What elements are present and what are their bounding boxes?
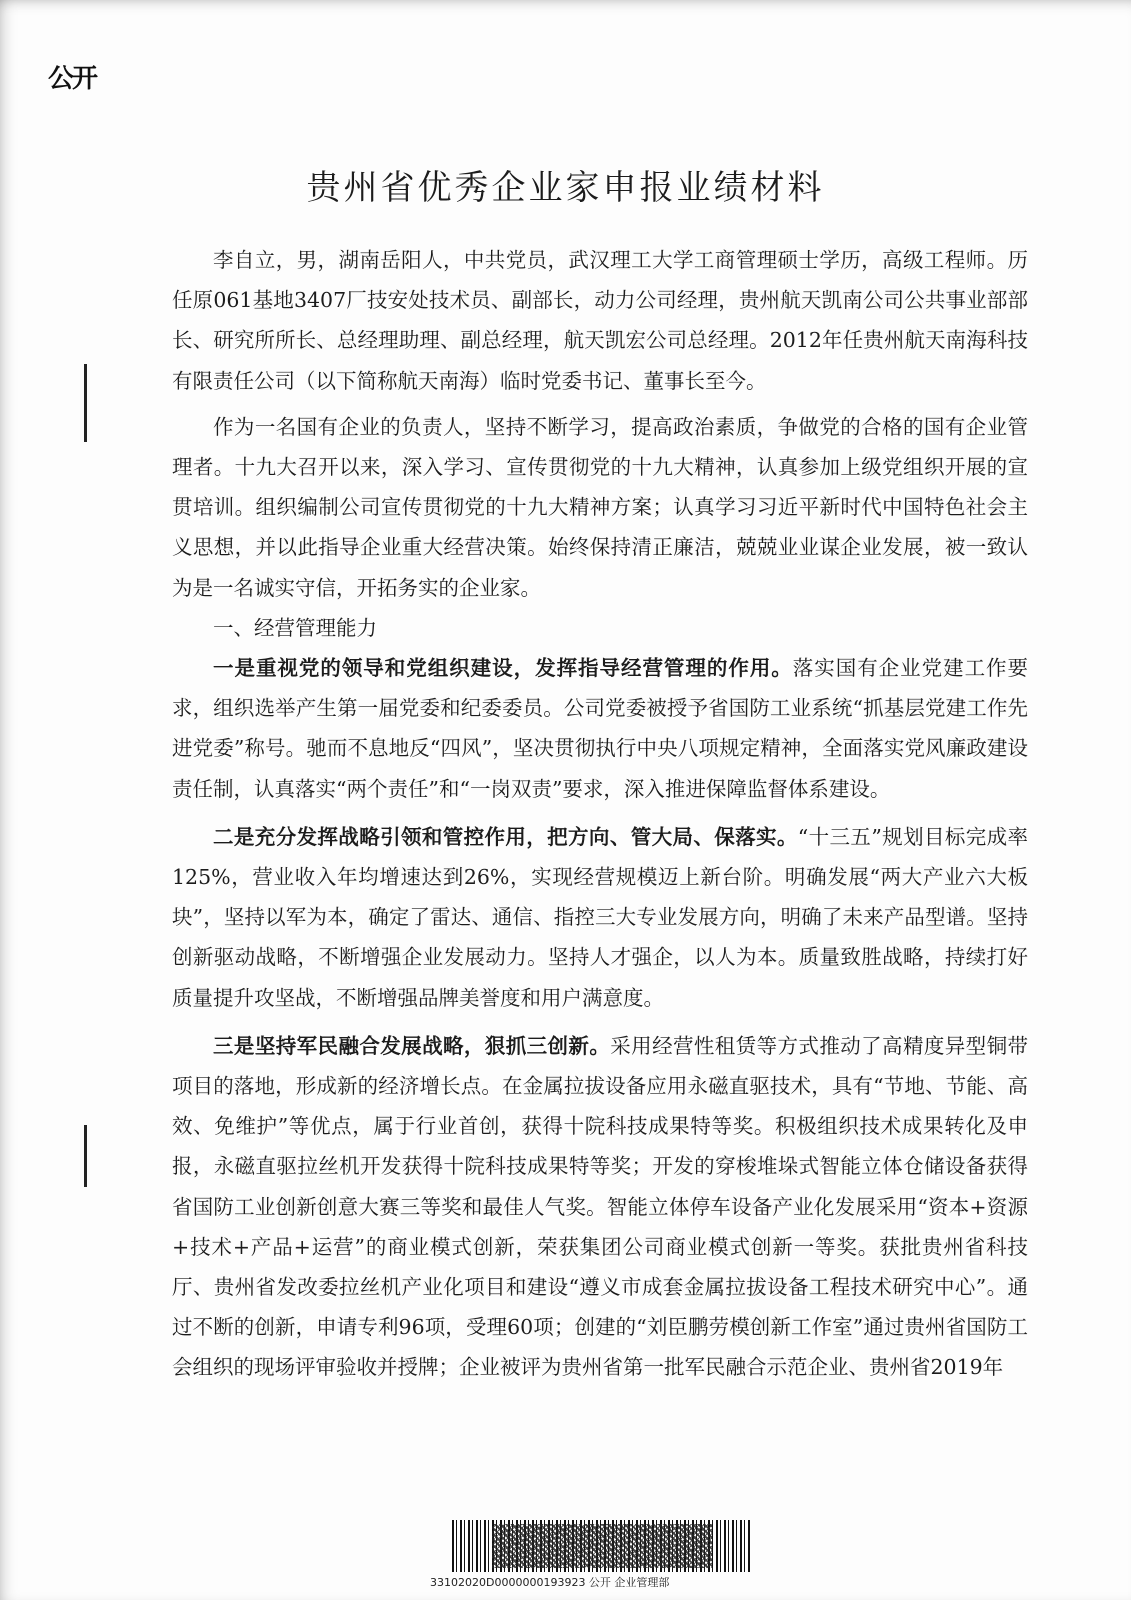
binding-mark-upper [84, 364, 87, 442]
classification-mark: 公开 [48, 64, 97, 94]
section-heading: 一、经营管理能力 [213, 615, 377, 640]
intro-paragraph: 作为一名国有企业的负责人，坚持不断学习，提高政治素质，争做党的合格的国有企业管理者。十九大召开以来，深入学习、宣传贯彻党的十九大精神，认真参加上级党组织开展的宣贯培训。组织编制公司宣传贯彻党的十九大精神方案；认真学习习近平新时代中国特色社会主义思想，并以此指导企业重大经营决策。始终保持清正廉洁，兢兢业业谋企业发展，被一致认为是一名诚实守信，开拓务实的企业家。 [172, 414, 1028, 600]
barcode-caption: 33102020D0000000193923 公开 企业管理部 [430, 1576, 670, 1589]
point-3-paragraph [172, 1026, 1028, 1388]
point-3-lead: 三是坚持军民融合发展战略，狠抓三创新。 [213, 1033, 611, 1058]
bio-paragraph: 李自立，男，湖南岳阳人，中共党员，武汉理工大学工商管理硕士学历，高级工程师。历任原061基地3407厂技安处技术员、副部长，动力公司经理，贵州航天凯南公司公共事业部部长、研究所所长、总经理助理、副总经理，航天凯宏公司总经理。2012年任贵州航天南海科技有限责任公司（以下简称航天南海）临时党委书记、董事长至今。 [172, 248, 1028, 393]
point-1-lead: 一是重视党的领导和党组织建设，发挥指导经营管理的作用。 [213, 656, 793, 681]
binding-mark-lower [84, 1125, 87, 1187]
document-title: 贵州省优秀企业家申报业绩材料 [306, 168, 825, 208]
barcode-image [452, 1520, 750, 1572]
barcode-stamp [430, 1520, 750, 1592]
point-2-lead: 二是充分发挥战略引领和管控作用，把方向、管大局、保落实。 [213, 824, 798, 849]
document-body [172, 240, 1028, 1396]
point-2-body: “十三五”规划目标完成率125%，营业收入年均增速达到26%，实现经营规模迈上新台阶。明确发展“两大产业六大板块”，坚持以军为本，确定了雷达、通信、指控三大专业发展方向，明确了未来产品型谱。坚持创新驱动战略，不断增强企业发展动力。坚持人才强企，以人为本。质量致胜战略，持续打好质量提升攻坚战，不断增强品牌美誉度和用户满意度。 [172, 824, 1028, 1010]
point-3-body: 采用经营性租赁等方式推动了高精度异型铜带项目的落地，形成新的经济增长点。在金属拉拔设备应用永磁直驱技术，具有“节地、节能、高效、免维护”等优点，属于行业首创，获得十院科技成果特等奖。积极组织技术成果转化及申报，永磁直驱拉丝机开发获得十院科技成果特等奖；开发的穿梭堆垛式智能立体仓储设备获得省国防工业创新创意大赛三等奖和最佳人气奖。智能立体停车设备产业化发展采用“资本+资源+技术+产品+运营”的商业模式创新，荣获集团公司商业模式创新一等奖。获批贵州省科技厅、贵州省发改委拉丝机产业化项目和建设“遵义市成套金属拉拔设备工程技术研究中心”。通过不断的创新，申请专利96项，受理60项；创建的“刘臣鹏劳模创新工作室”通过贵州省国防工会组织的现场评审验收并授牌；企业被评为贵州省第一批军民融合示范企业、贵州省2019年 [172, 1033, 1028, 1380]
point-1-body: 落实国有企业党建工作要求，组织选举产生第一届党委和纪委委员。公司党委被授予省国防工业系统“抓基层党建工作先进党委”称号。驰而不息地反“四风”，坚决贯彻执行中央八项规定精神，全面落实党风廉政建设责任制，认真落实“两个责任”和“一岗双责”要求，深入推进保障监督体系建设。 [172, 656, 1029, 801]
point-2-paragraph [172, 817, 1028, 1018]
point-1-paragraph [172, 648, 1028, 809]
